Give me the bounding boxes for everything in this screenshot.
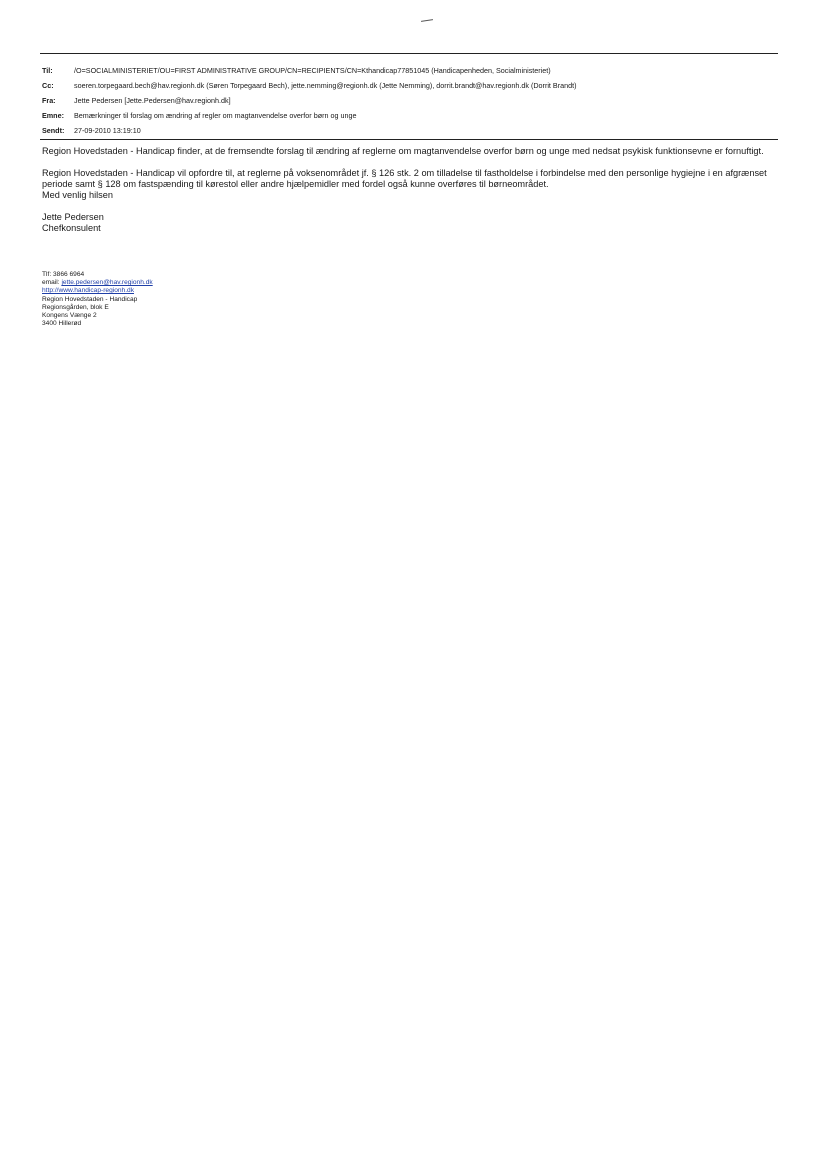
email-header <box>42 63 782 138</box>
contact-block <box>42 271 153 328</box>
contact-org: Region Hovedstaden - Handicap <box>42 295 138 303</box>
contact-email-line <box>42 279 153 287</box>
from-row <box>42 93 782 108</box>
cc-row <box>42 78 782 93</box>
contact-phone: Tlf: 3866 6964 <box>42 271 85 278</box>
sent-row <box>42 123 782 138</box>
closing-line: Med venlig hilsen <box>42 190 113 200</box>
from-value: Jette Pedersen [Jette.Pedersen@hav.regionh.dk] <box>74 96 231 105</box>
signature-title: Chefkonsulent <box>42 223 101 233</box>
sent-label: Sendt: <box>42 126 65 135</box>
subject-label: Emne: <box>42 111 64 120</box>
contact-street: Kongens Vænge 2 <box>42 312 97 320</box>
to-label: Til: <box>42 66 53 75</box>
body-paragraph-1: Region Hovedstaden - Handicap finder, at de fremsendte forslag til ændring af reglerne om magtanvendelse overfor børn og unge med nedsat psykisk funktionsevne er fornuftigt. <box>42 146 764 156</box>
subject-row <box>42 108 782 123</box>
to-row <box>42 63 782 78</box>
to-value: /O=SOCIALMINISTERIET/OU=FIRST ADMINISTRATIVE GROUP/CN=RECIPIENTS/CN=Kthandicap77851045 (Handicapenheden, Socialministeriet) <box>74 66 551 75</box>
cc-value: soeren.torpegaard.bech@hav.regionh.dk (Søren Torpegaard Bech), jette.nemming@regionh.dk (Jette Nemming), dorrit.brandt@hav.regionh.dk (Dorrit Brandt) <box>74 81 577 90</box>
header-bottom-rule <box>40 139 778 140</box>
contact-email-link[interactable]: jette.pedersen@hav.regionh.dk <box>61 279 153 287</box>
contact-building: Regionsgården, blok E <box>42 303 109 311</box>
signature-name: Jette Pedersen <box>42 212 104 222</box>
scan-mark <box>421 19 433 22</box>
cc-label: Cc: <box>42 81 54 90</box>
signature <box>42 212 782 234</box>
contact-website-link[interactable]: http://www.handicap-regionh.dk <box>42 287 134 295</box>
contact-city: 3400 Hillerød <box>42 320 82 328</box>
sent-value: 27-09-2010 13:19:10 <box>74 126 141 135</box>
contact-email-label: email: <box>42 279 60 287</box>
email-body <box>42 146 782 234</box>
subject-value: Bemærkninger til forslag om ændring af regler om magtanvendelse overfor børn og unge <box>74 111 357 120</box>
body-paragraph-2: Region Hovedstaden - Handicap vil opfordre til, at reglerne på voksenområdet jf. § 126 stk. 2 om tilladelse til fastholdelse i forbindelse med den personlige hygiejne i en afgrænset periode samt § 128 om fastspænding til kørestol eller andre hjælpemidler med fordel også kunne overføres til børneområdet. <box>42 168 767 189</box>
header-top-rule <box>40 53 778 54</box>
from-label: Fra: <box>42 96 56 105</box>
